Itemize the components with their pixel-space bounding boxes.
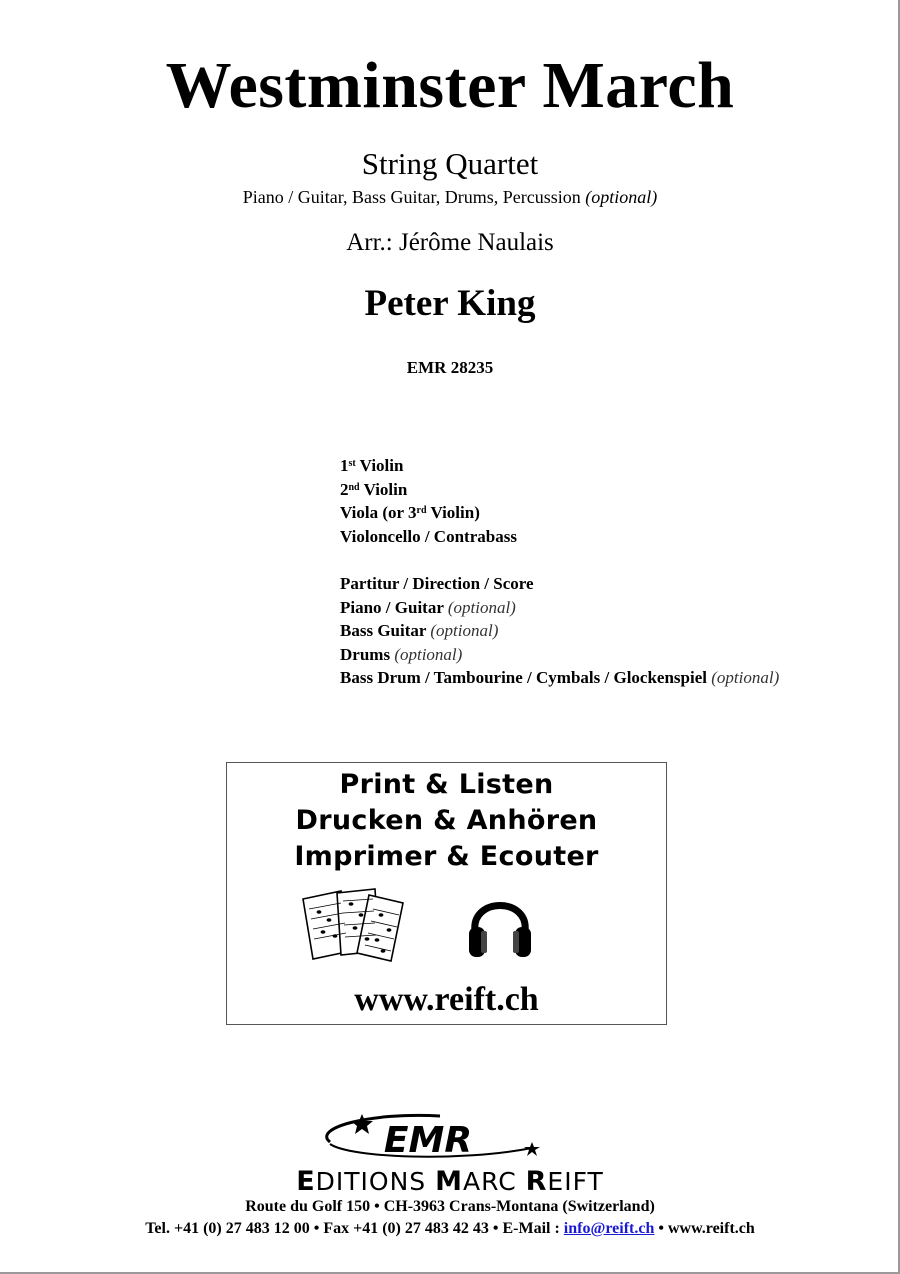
part-item: Piano / Guitar (optional): [340, 597, 516, 617]
score-subtitle: String Quartet: [361, 146, 539, 181]
instrumentation-main: Piano / Guitar, Bass Guitar, Drums, Percussion: [242, 187, 581, 207]
part-item: Partitur / Direction / Score: [340, 574, 534, 593]
part-item: Bass Guitar (optional): [340, 621, 499, 640]
contact-phone-fax: Tel. +41 (0) 27 483 12 00 • Fax +41 (0) 27 483 42 43 • E-Mail :: [145, 1220, 564, 1237]
part-item: 1st Violin: [340, 456, 404, 475]
promo-line-german: Drucken & Anhören: [295, 805, 598, 836]
part-item: Viola (or 3rd Violin): [340, 503, 480, 522]
promo-line-french: Imprimer & Ecouter: [294, 841, 599, 872]
composer: Peter King: [364, 283, 536, 324]
publisher-address: Route du Golf 150 • CH-3963 Crans-Montana (Switzerland): [245, 1198, 655, 1215]
instrumentation-optional: (optional): [585, 187, 658, 207]
publisher-contact: [0, 1220, 900, 1238]
emr-logo: [310, 1108, 544, 1164]
score-title: Westminster March: [165, 49, 735, 122]
part-item: 2nd Violin: [340, 479, 408, 499]
other-parts-list: [340, 572, 779, 690]
headphones-icon: [465, 887, 535, 963]
part-item: Violoncello / Contrabass: [340, 526, 517, 546]
part-item: Drums (optional): [340, 644, 463, 664]
promo-line-english: Print & Listen: [339, 769, 554, 800]
publisher-name: EDITIONS MARC REIFT: [296, 1166, 604, 1197]
arranger: Arr.: Jérôme Naulais: [346, 229, 554, 256]
emr-logo-text: EMR: [383, 1120, 473, 1161]
instrumentation-line: [0, 187, 900, 208]
print-listen-box: [226, 762, 667, 1025]
promo-url[interactable]: www.reift.ch: [354, 981, 539, 1018]
string-parts-list: [340, 454, 517, 548]
email-link[interactable]: info@reift.ch: [563, 1220, 655, 1237]
contact-website: • www.reift.ch: [654, 1220, 755, 1237]
catalog-number: EMR 28235: [406, 358, 494, 377]
sheet-music-icon: [299, 885, 411, 965]
part-item: Bass Drum / Tambourine / Cymbals / Glockenspiel (optional): [340, 668, 780, 687]
